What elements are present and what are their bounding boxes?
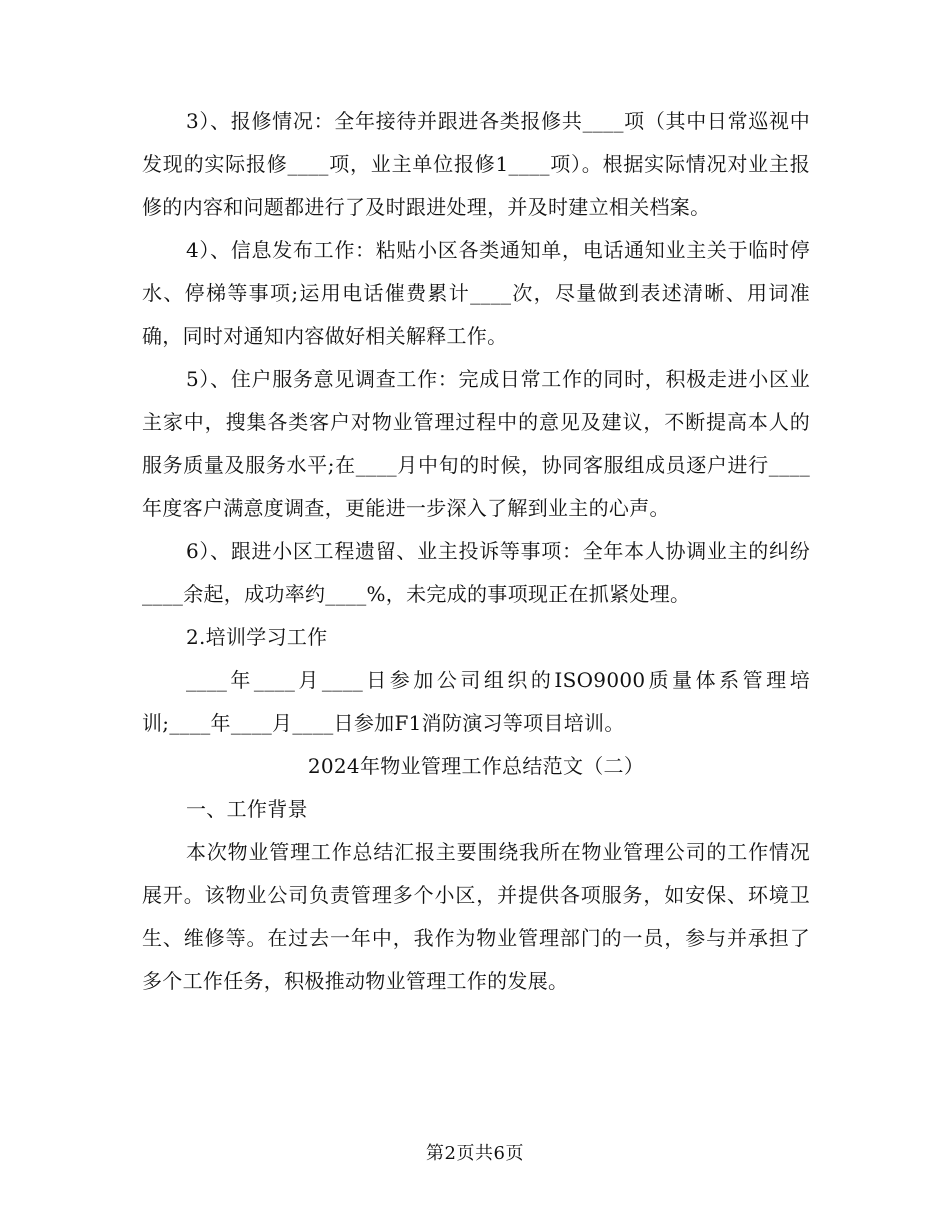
section-title: 2024年物业管理工作总结范文（二） xyxy=(307,754,645,778)
paragraph-work-background: 本次物业管理工作总结汇报主要围绕我所在物业管理公司的工作情况展开。该物业公司负责管理多个小区，并提供各项服务，如安保、环境卫生、维修等。在过去一年中，我作为物业管理部门的一员，参与并承担了多个工作任务，积极推动物业管理工作的发展。 xyxy=(142,840,810,993)
document-body xyxy=(142,100,810,1003)
paragraph-followup-complaints: 6）、跟进小区工程遗留、业主投诉等事项：全年本人协调业主的纠纷____余起，成功率约____%，未完成的事项现正在抓紧处理。 xyxy=(142,539,810,606)
paragraph-training-detail: ____年____月____日参加公司组织的ISO9000质量体系管理培训;____年____月____日参加F1消防演习等项目培训。 xyxy=(142,668,810,735)
paragraph-info-release: 4）、信息发布工作：粘贴小区各类通知单，电话通知业主关于临时停水、停梯等事项;运用电话催费累计____次，尽量做到表述清晰、用词准确，同时对通知内容做好相关解释工作。 xyxy=(142,238,810,348)
page-footer: 第2页共6页 xyxy=(426,1143,524,1164)
paragraph-work-background-heading: 一、工作背景 xyxy=(186,797,308,821)
paragraph-resident-survey: 5）、住户服务意见调查工作：完成日常工作的同时，积极走进小区业主家中，搜集各类客户对物业管理过程中的意见及建议，不断提高本人的服务质量及服务水平;在____月中旬的时候，协同客服组成员逐户进行____年度客户满意度调查，更能进一步深入了解到业主的心声。 xyxy=(142,367,810,520)
paragraph-repair-status: 3）、报修情况：全年接待并跟进各类报修共____项（其中日常巡视中发现的实际报修____项，业主单位报修1____项）。根据实际情况对业主报修的内容和问题都进行了及时跟进处理，并及时建立相关档案。 xyxy=(142,109,810,219)
paragraph-training-heading: 2.培训学习工作 xyxy=(186,625,328,649)
